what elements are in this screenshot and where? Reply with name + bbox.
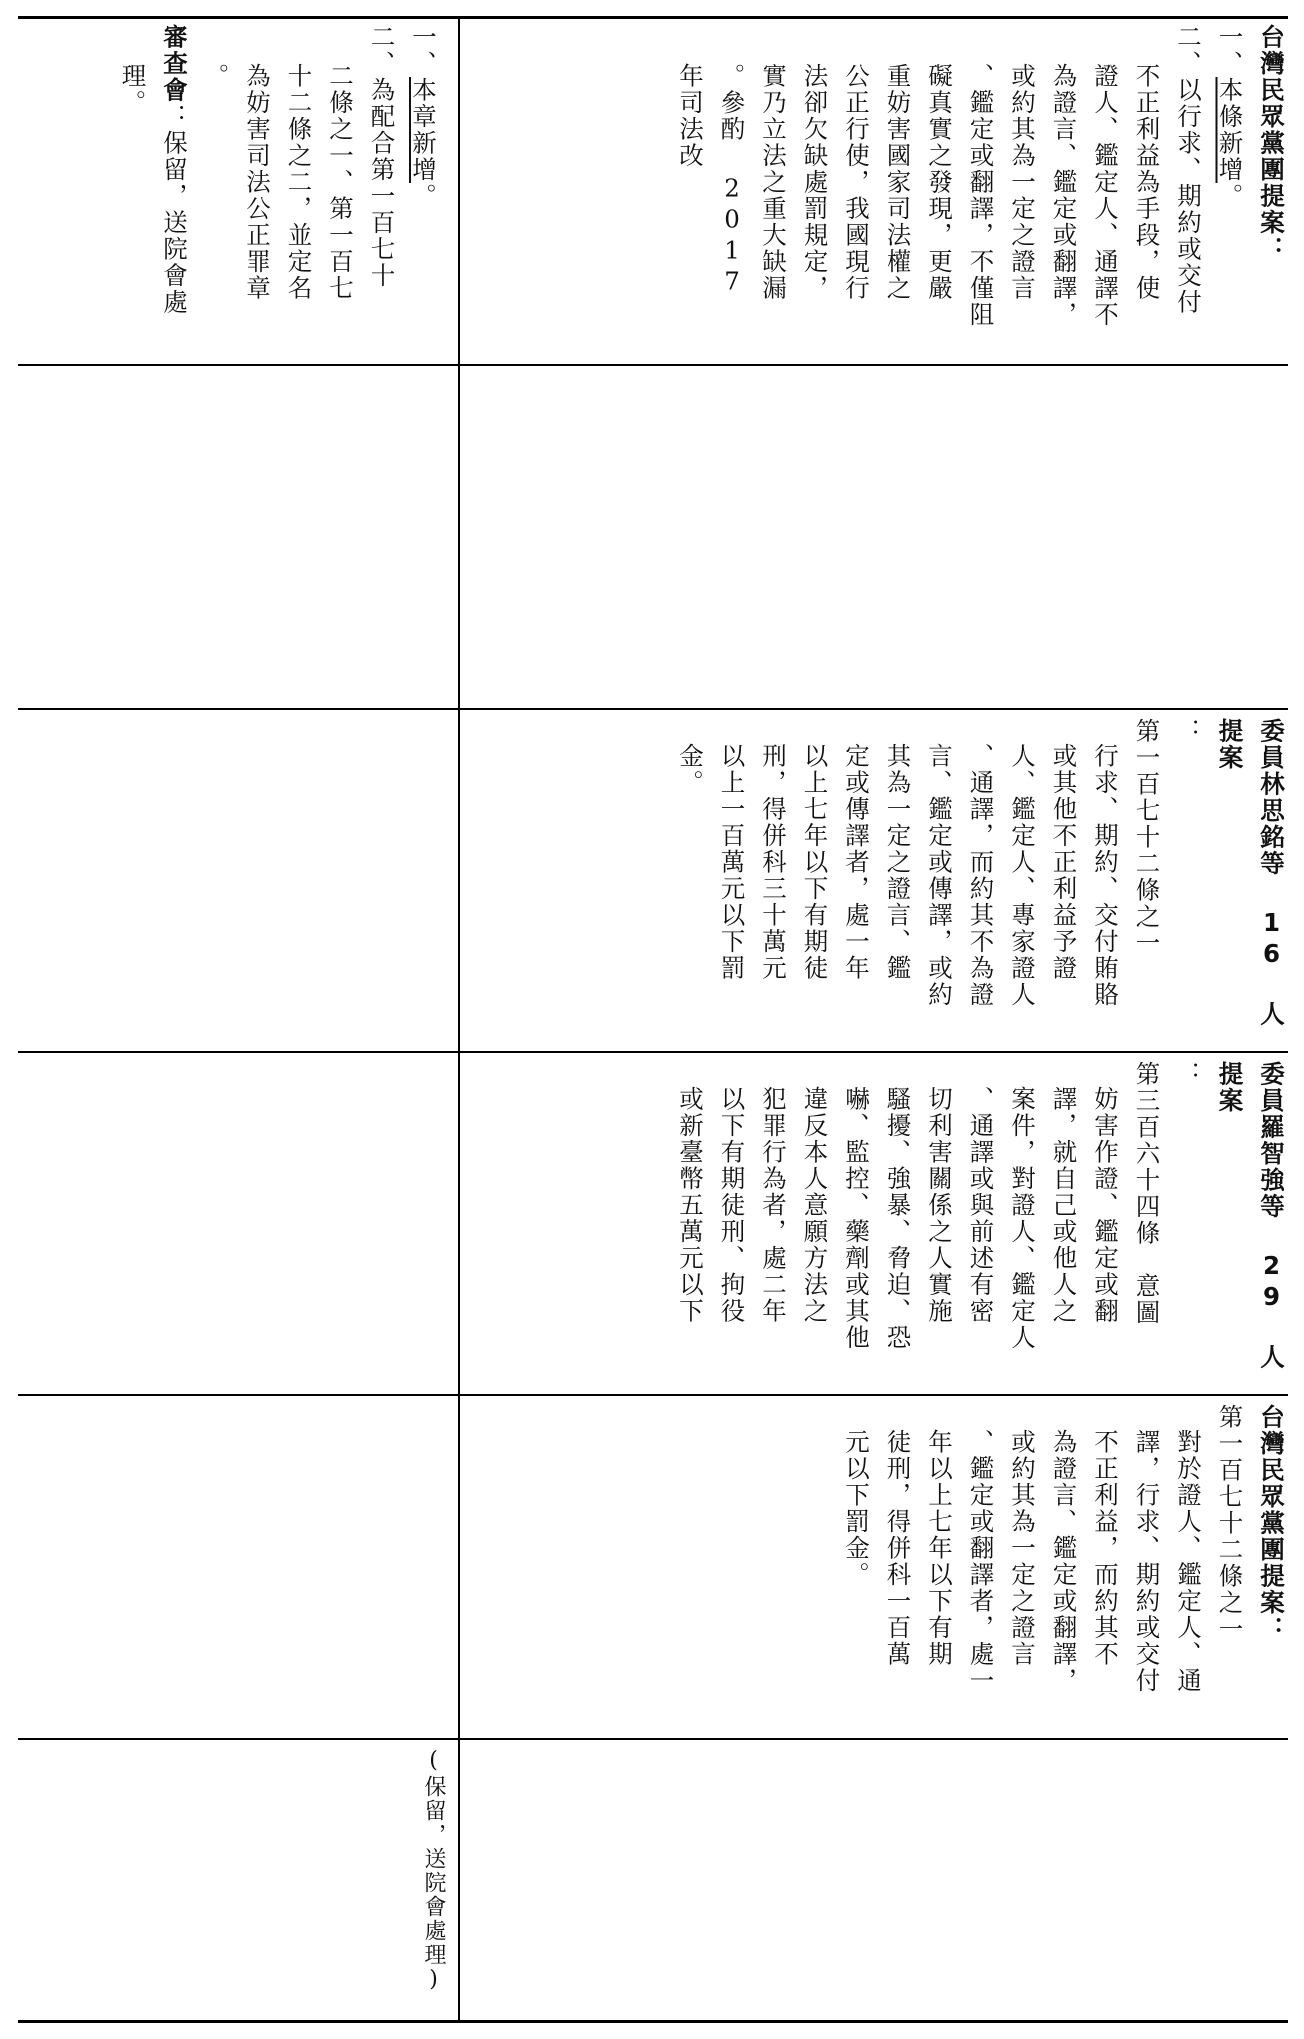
row-divider-5 bbox=[18, 1738, 1288, 1740]
explanation-line: 二、為配合第一百七十 bbox=[367, 24, 397, 289]
lo-chihchiang-header: 委員羅智強等 29 人提案 bbox=[1215, 1061, 1286, 1371]
review-committee-label: 審查會 bbox=[160, 24, 189, 104]
column-divider bbox=[458, 16, 460, 2023]
explanation-cell-top: 一、本章新增。 二、為配合第一百七十 二條之一、第一百七 十二條之二，並定名 為妨害司法公正罪章 。 審查會：保留，送院會處 理。 bbox=[112, 24, 444, 354]
lin-siming-proposal-cell: 委員林思銘等 16 人提案 ： 第一百七十二條之一 行求、期約、交付賄賂 或其他不正利益予證 人、鑑定人、專家證人 、通譯，而約其不為證 言、鑑定或傳譯，或約 其為一定之證言、鑑 定或傳譯者，處一年 以上七年以下有期徒 刑，得併科三十萬元 以上一百萬元以下罰 金。 bbox=[670, 718, 1293, 1043]
row-divider-2 bbox=[18, 708, 1288, 710]
reserved-note: (保留，送院會處理) bbox=[421, 1748, 446, 1994]
table-top-border bbox=[18, 16, 1288, 19]
row-divider-4 bbox=[18, 1394, 1288, 1396]
added-article-link: 本條新增 bbox=[1215, 77, 1245, 183]
explanation-line: 二條之一、第一百七 bbox=[326, 63, 355, 302]
explanation-line: 。 bbox=[201, 63, 231, 90]
lo-chihchiang-proposal-cell: 委員羅智強等 29 人提案 ： 第三百六十四條 意圖 妨害作證、鑑定或翻 譯，就自己或他人之 案件，對證人、鑑定人 、通譯或與前述有密 切利害關係之人實施 騷擾、強暴、脅迫、恐 嚇、監控、藥劑或其他 違反本人意願方法之 犯罪行為者，處二年 以下有期徒刑、拘役 或新臺幣五萬元以下 bbox=[670, 1061, 1293, 1386]
row-divider-1 bbox=[18, 364, 1288, 366]
table-bottom-border bbox=[18, 2020, 1288, 2023]
tpp-explanation-cell: 台灣民眾黨團提案： 一、本條新增。 二、以行求、期約或交付 不正利益為手段，使 證人、鑑定人、通譯不 為證言、鑑定或翻譯， 或約其為一定之證言 、鑑定或翻譯，不僅阻 礙真實之發現，更嚴 重妨害國家司法權之 公正行使，我國現行 法卻欠缺處罰規定， 實乃立法之重大缺漏 。參酌 2017 年司法改 bbox=[670, 24, 1293, 354]
row-divider-3 bbox=[18, 1051, 1288, 1053]
lin-siming-header: 委員林思銘等 16 人提案 bbox=[1215, 718, 1286, 1028]
explanation-line: 十二條之二，並定名 bbox=[284, 63, 314, 302]
tpp-caucus-header: 台灣民眾黨團提案： bbox=[1257, 24, 1286, 263]
added-chapter-link: 本章新增 bbox=[409, 77, 438, 183]
explanation-line: 為妨害司法公正罪章 bbox=[243, 63, 272, 302]
tpp-proposal-cell: 台灣民眾黨團提案： 第一百七十二條之一 對於證人、鑑定人、通 譯，行求、期約或交付 不正利益，而約其不 為證言、鑑定或翻譯， 或約其為一定之證言 、鑑定或翻譯者，處一 年以上七年以下有期 徒刑，得併科一百萬 元以下罰金。 bbox=[836, 1404, 1293, 1729]
tpp-proposal-header: 台灣民眾黨團提案： bbox=[1257, 1404, 1286, 1643]
